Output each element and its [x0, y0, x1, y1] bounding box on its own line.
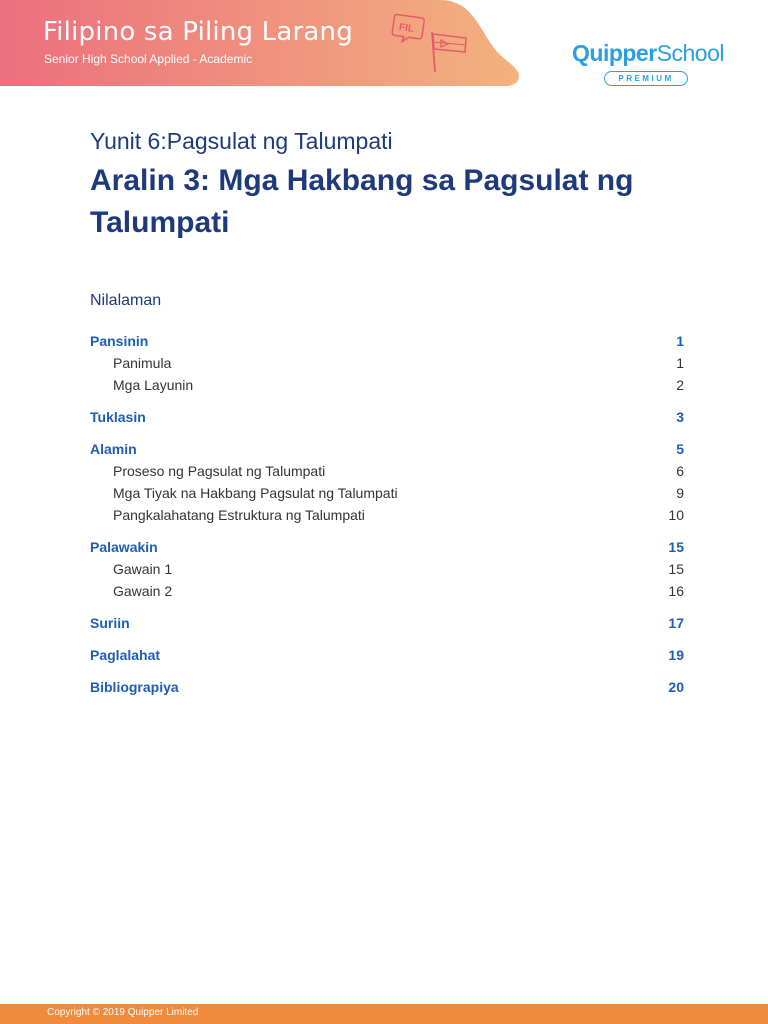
toc-item[interactable]	[90, 558, 684, 580]
toc-section[interactable]	[90, 536, 684, 558]
fil-badge-text: FIL	[398, 21, 415, 35]
toc-section-label: Bibliograpiya	[90, 679, 179, 695]
toc-section-page: 1	[676, 333, 684, 349]
toc-item-page: 16	[668, 583, 684, 599]
course-subtitle: Senior High School Applied - Academic	[44, 52, 253, 66]
toc-section-label: Suriin	[90, 615, 130, 631]
toc-section-label: Alamin	[90, 441, 137, 457]
quipper-school-logo	[572, 40, 724, 67]
toc-item-label: Panimula	[113, 355, 172, 371]
toc-item-page: 1	[676, 355, 684, 371]
toc-heading: Nilalaman	[90, 292, 162, 309]
table-of-contents	[90, 330, 684, 698]
page-footer	[0, 1004, 768, 1024]
toc-item-page: 6	[676, 463, 684, 479]
toc-section-page: 20	[668, 679, 684, 695]
toc-section[interactable]	[90, 438, 684, 460]
toc-item-label: Pangkalahatang Estruktura ng Talumpati	[113, 507, 365, 523]
toc-item[interactable]	[90, 482, 684, 504]
toc-section[interactable]	[90, 644, 684, 666]
toc-item[interactable]	[90, 580, 684, 602]
toc-section[interactable]	[90, 330, 684, 352]
course-title: Filipino sa Piling Larang	[43, 17, 353, 47]
toc-section-page: 17	[668, 615, 684, 631]
toc-item[interactable]	[90, 504, 684, 526]
toc-section[interactable]	[90, 612, 684, 634]
toc-item-page: 10	[668, 507, 684, 523]
toc-section[interactable]	[90, 676, 684, 698]
toc-section-page: 15	[668, 539, 684, 555]
toc-item[interactable]	[90, 374, 684, 396]
toc-section-page: 3	[676, 409, 684, 425]
unit-title: Yunit 6:Pagsulat ng Talumpati	[90, 128, 393, 154]
copyright-text: Copyright © 2019 Quipper Limited	[47, 1007, 199, 1018]
page-header	[0, 0, 768, 86]
toc-section[interactable]	[90, 406, 684, 428]
toc-section-page: 5	[676, 441, 684, 457]
toc-section-label: Palawakin	[90, 539, 158, 555]
toc-item-page: 15	[668, 561, 684, 577]
lesson-title: Aralin 3: Mga Hakbang sa Pagsulat ng Talumpati	[90, 164, 634, 239]
toc-item-label: Proseso ng Pagsulat ng Talumpati	[113, 463, 326, 479]
logo-school-text: School	[656, 40, 724, 66]
toc-section-label: Paglalahat	[90, 647, 161, 663]
toc-item[interactable]	[90, 460, 684, 482]
toc-item-label: Mga Tiyak na Hakbang Pagsulat ng Talumpati	[113, 485, 398, 501]
toc-item-label: Gawain 1	[113, 561, 173, 577]
logo-quipper-text: Quipper	[572, 40, 657, 66]
toc-section-label: Pansinin	[90, 333, 149, 349]
toc-item[interactable]	[90, 352, 684, 374]
toc-section-page: 19	[668, 647, 684, 663]
toc-item-label: Mga Layunin	[113, 377, 194, 393]
toc-section-label: Tuklasin	[90, 409, 146, 425]
premium-badge: PREMIUM	[604, 71, 688, 86]
toc-item-label: Gawain 2	[113, 583, 173, 599]
toc-item-page: 2	[676, 377, 684, 393]
toc-item-page: 9	[676, 485, 684, 501]
